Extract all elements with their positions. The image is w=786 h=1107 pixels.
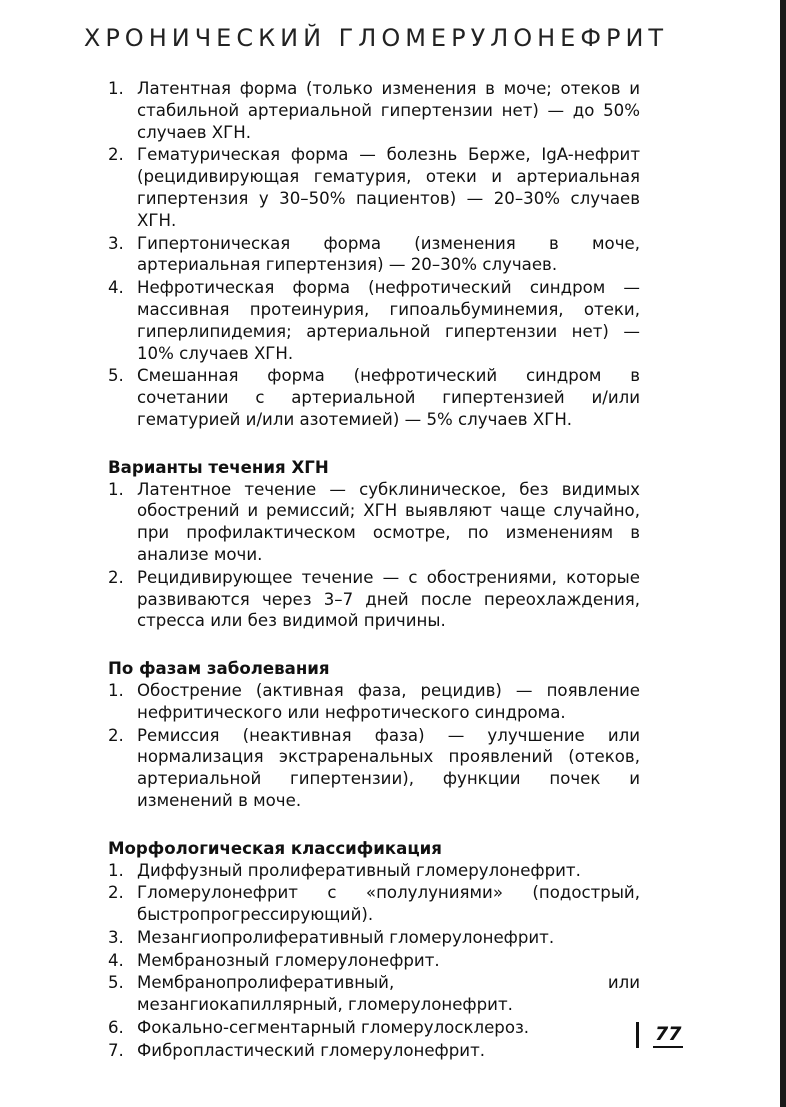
item-number: 1. [108,79,124,98]
item-number: 7. [108,1040,124,1060]
page-number: 77 [653,1023,683,1048]
phases-list [108,680,640,812]
list-item [108,882,640,926]
list-item [108,144,640,231]
course-list [108,479,640,633]
morphology-list [108,860,640,1062]
item-text: Фокально-сегментарный гломерулосклероз. [137,1018,530,1038]
item-text: Ремиссия (неактивная фаза) — улучшение или нормализация экстраренальных проявлений (отеков, артериальной гипертензии), функции почек и изменений в моче. [137,725,640,810]
forms-list [108,78,640,431]
item-text: Гематурическая форма — болезнь Берже, IgA-нефрит (рецидивирующая гематурия, отеки и артериальная гипертензия у 30–50% пациентов) — 20–30% случаев ХГН. [137,145,640,230]
item-number: 6. [108,1018,124,1038]
item-number: 4. [108,278,124,298]
list-item [108,950,640,972]
item-number: 1. [108,860,124,880]
item-text: Диффузный пролиферативный гломерулонефрит. [137,860,581,880]
item-text: Смешанная форма (нефротический синдром в сочетании с артериальной гипертензией и/или гематурией и/или азотемией) — 5% случаев ХГН. [137,366,640,429]
item-text: Мембранопролиферативный, или мезангиокапиллярный, гломерулонефрит. [137,973,640,1015]
page-content [108,78,640,1063]
item-text: Гипертоническая форма (изменения в моче, артериальная гипертензия) — 20–30% случаев. [137,233,640,275]
section-title-morphology: Морфологическая классификация [108,838,442,858]
item-number: 4. [108,950,124,970]
item-text: Рецидивирующее течение — с обострениями, которые развиваются через 3–7 дней после переохлаждения, стресса или без видимой причины. [137,567,640,631]
item-number: 1. [108,479,124,499]
list-item [108,1040,640,1062]
running-header: ХРОНИЧЕСКИЙ ГЛОМЕРУЛОНЕФРИТ [83,24,669,52]
list-item [108,725,640,812]
list-item [108,567,640,632]
item-text: Обострение (активная фаза, рецидив) — появление нефритического или нефротического синдрома. [137,680,640,722]
list-item [108,277,640,364]
item-text: Мезангиопролиферативный гломерулонефрит. [137,927,555,947]
list-item [108,860,640,882]
section-title-course: Варианты течения ХГН [108,457,329,477]
item-number: 2. [108,145,124,165]
page-footer [636,1020,683,1050]
item-text: Латентное течение — субклиническое, без видимых обострений и ремиссий; ХГН выявляют чаще случайно, при профилактическом осмотре, по изменениям в анализе мочи. [137,479,640,564]
page-edge-shadow [780,0,786,1107]
list-item [108,1017,640,1039]
list-item [108,680,640,724]
item-text: Гломерулонефрит с «полулуниями» (подострый, быстропрогрессирующий). [137,883,640,925]
list-item [108,927,640,949]
list-item [108,479,640,566]
item-text: Латентная форма (только изменения в моче; отеков и стабильной артериальной гипертензии нет) — до 50% случаев ХГН. [137,79,640,142]
item-text: Нефротическая форма (нефротический синдром — массивная протеинурия, гипоальбуминемия, отеки, гиперлипидемия; артериальной гипертензии нет) — 10% случаев ХГН. [137,278,640,363]
item-number: 2. [108,567,124,587]
item-number: 5. [108,366,124,386]
item-number: 1. [108,680,124,700]
item-text: Мембранозный гломерулонефрит. [137,950,440,970]
list-item [108,78,640,143]
section-title-phases: По фазам заболевания [108,659,330,679]
footer-divider [636,1022,639,1048]
item-number: 3. [108,927,124,947]
list-item [108,972,640,1016]
item-number: 2. [108,725,124,745]
item-number: 5. [108,973,124,993]
item-number: 2. [108,883,124,903]
list-item [108,233,640,277]
item-text: Фибропластический гломерулонефрит. [137,1040,486,1060]
item-number: 3. [108,233,124,253]
list-item [108,365,640,430]
